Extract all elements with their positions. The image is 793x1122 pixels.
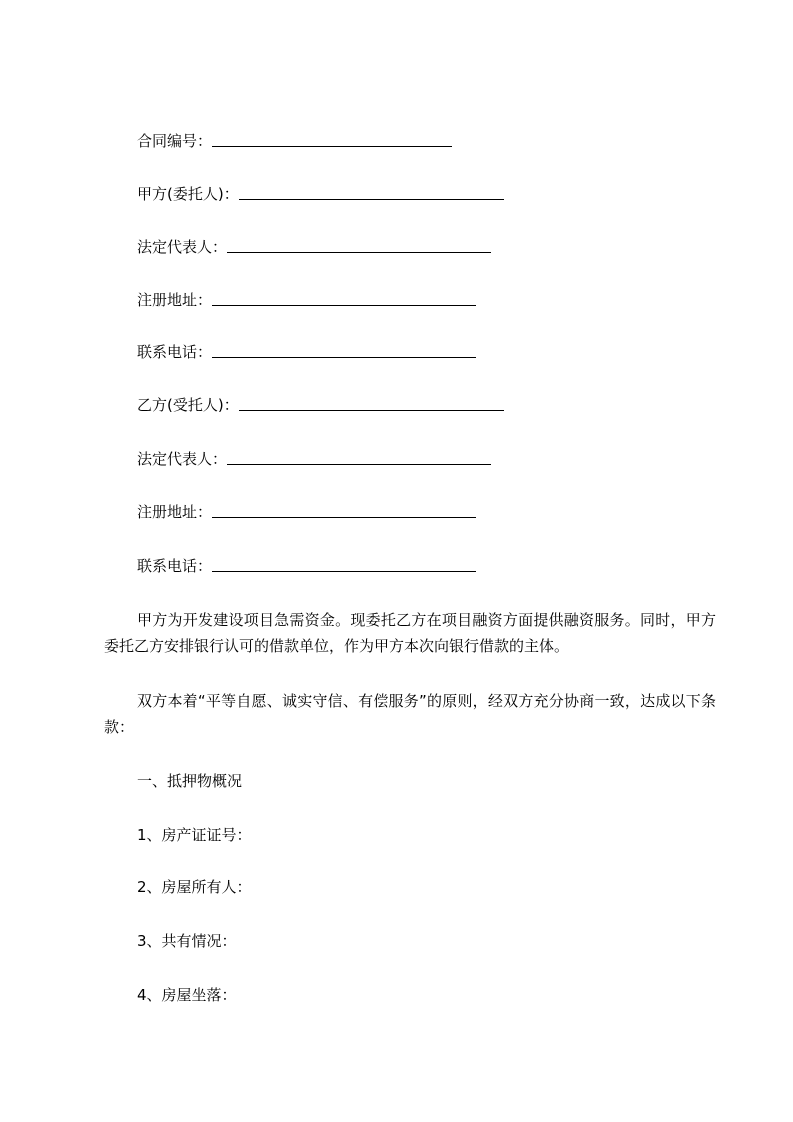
party-a-address-field bbox=[137, 289, 476, 311]
party-a-legal-rep-field bbox=[137, 236, 491, 258]
party-a-address-label: 注册地址： bbox=[137, 291, 213, 309]
section-heading: 一、抵押物概况 bbox=[137, 772, 243, 790]
contract-number-blank bbox=[212, 130, 452, 147]
list-item-certificate-number: 1、房产证证号： bbox=[137, 826, 252, 844]
list-item-owner: 2、房屋所有人： bbox=[137, 878, 252, 896]
purpose-paragraph: 甲方为开发建设项目急需资金。现委托乙方在项目融资方面提供融资服务。同时，甲方委托乙方安排银行认可的借款单位，作为甲方本次向银行借款的主体。 bbox=[104, 611, 716, 655]
party-a-address-blank bbox=[212, 289, 476, 306]
contract-number-label: 合同编号： bbox=[137, 132, 213, 150]
party-b-address-blank bbox=[212, 501, 476, 518]
party-b-label: 乙方(受托人)： bbox=[137, 396, 239, 414]
party-b-phone-label: 联系电话： bbox=[137, 557, 213, 575]
party-a-label: 甲方(委托人)： bbox=[137, 185, 239, 203]
party-b-blank bbox=[239, 394, 504, 411]
party-a-phone-blank bbox=[212, 341, 476, 358]
party-a-phone-field bbox=[137, 341, 476, 363]
contract-number-field bbox=[137, 130, 452, 152]
party-b-phone-blank bbox=[212, 555, 476, 572]
list-item-co-ownership: 3、共有情况： bbox=[137, 932, 237, 950]
party-b-legal-rep-field bbox=[137, 448, 491, 470]
party-b-legal-rep-blank bbox=[227, 448, 491, 465]
party-b-address-label: 注册地址： bbox=[137, 503, 213, 521]
principle-paragraph: 双方本着“平等自愿、诚实守信、有偿服务”的原则，经双方充分协商一致，达成以下条款： bbox=[104, 692, 716, 736]
party-a-blank bbox=[239, 183, 504, 200]
party-a-legal-rep-label: 法定代表人： bbox=[137, 238, 228, 256]
party-b-legal-rep-label: 法定代表人： bbox=[137, 450, 228, 468]
party-a-field bbox=[137, 183, 504, 205]
party-a-phone-label: 联系电话： bbox=[137, 343, 213, 361]
list-item-location: 4、房屋坐落： bbox=[137, 986, 237, 1004]
party-b-address-field bbox=[137, 501, 476, 523]
party-a-legal-rep-blank bbox=[227, 236, 491, 253]
party-b-phone-field bbox=[137, 555, 476, 577]
party-b-field bbox=[137, 394, 504, 416]
